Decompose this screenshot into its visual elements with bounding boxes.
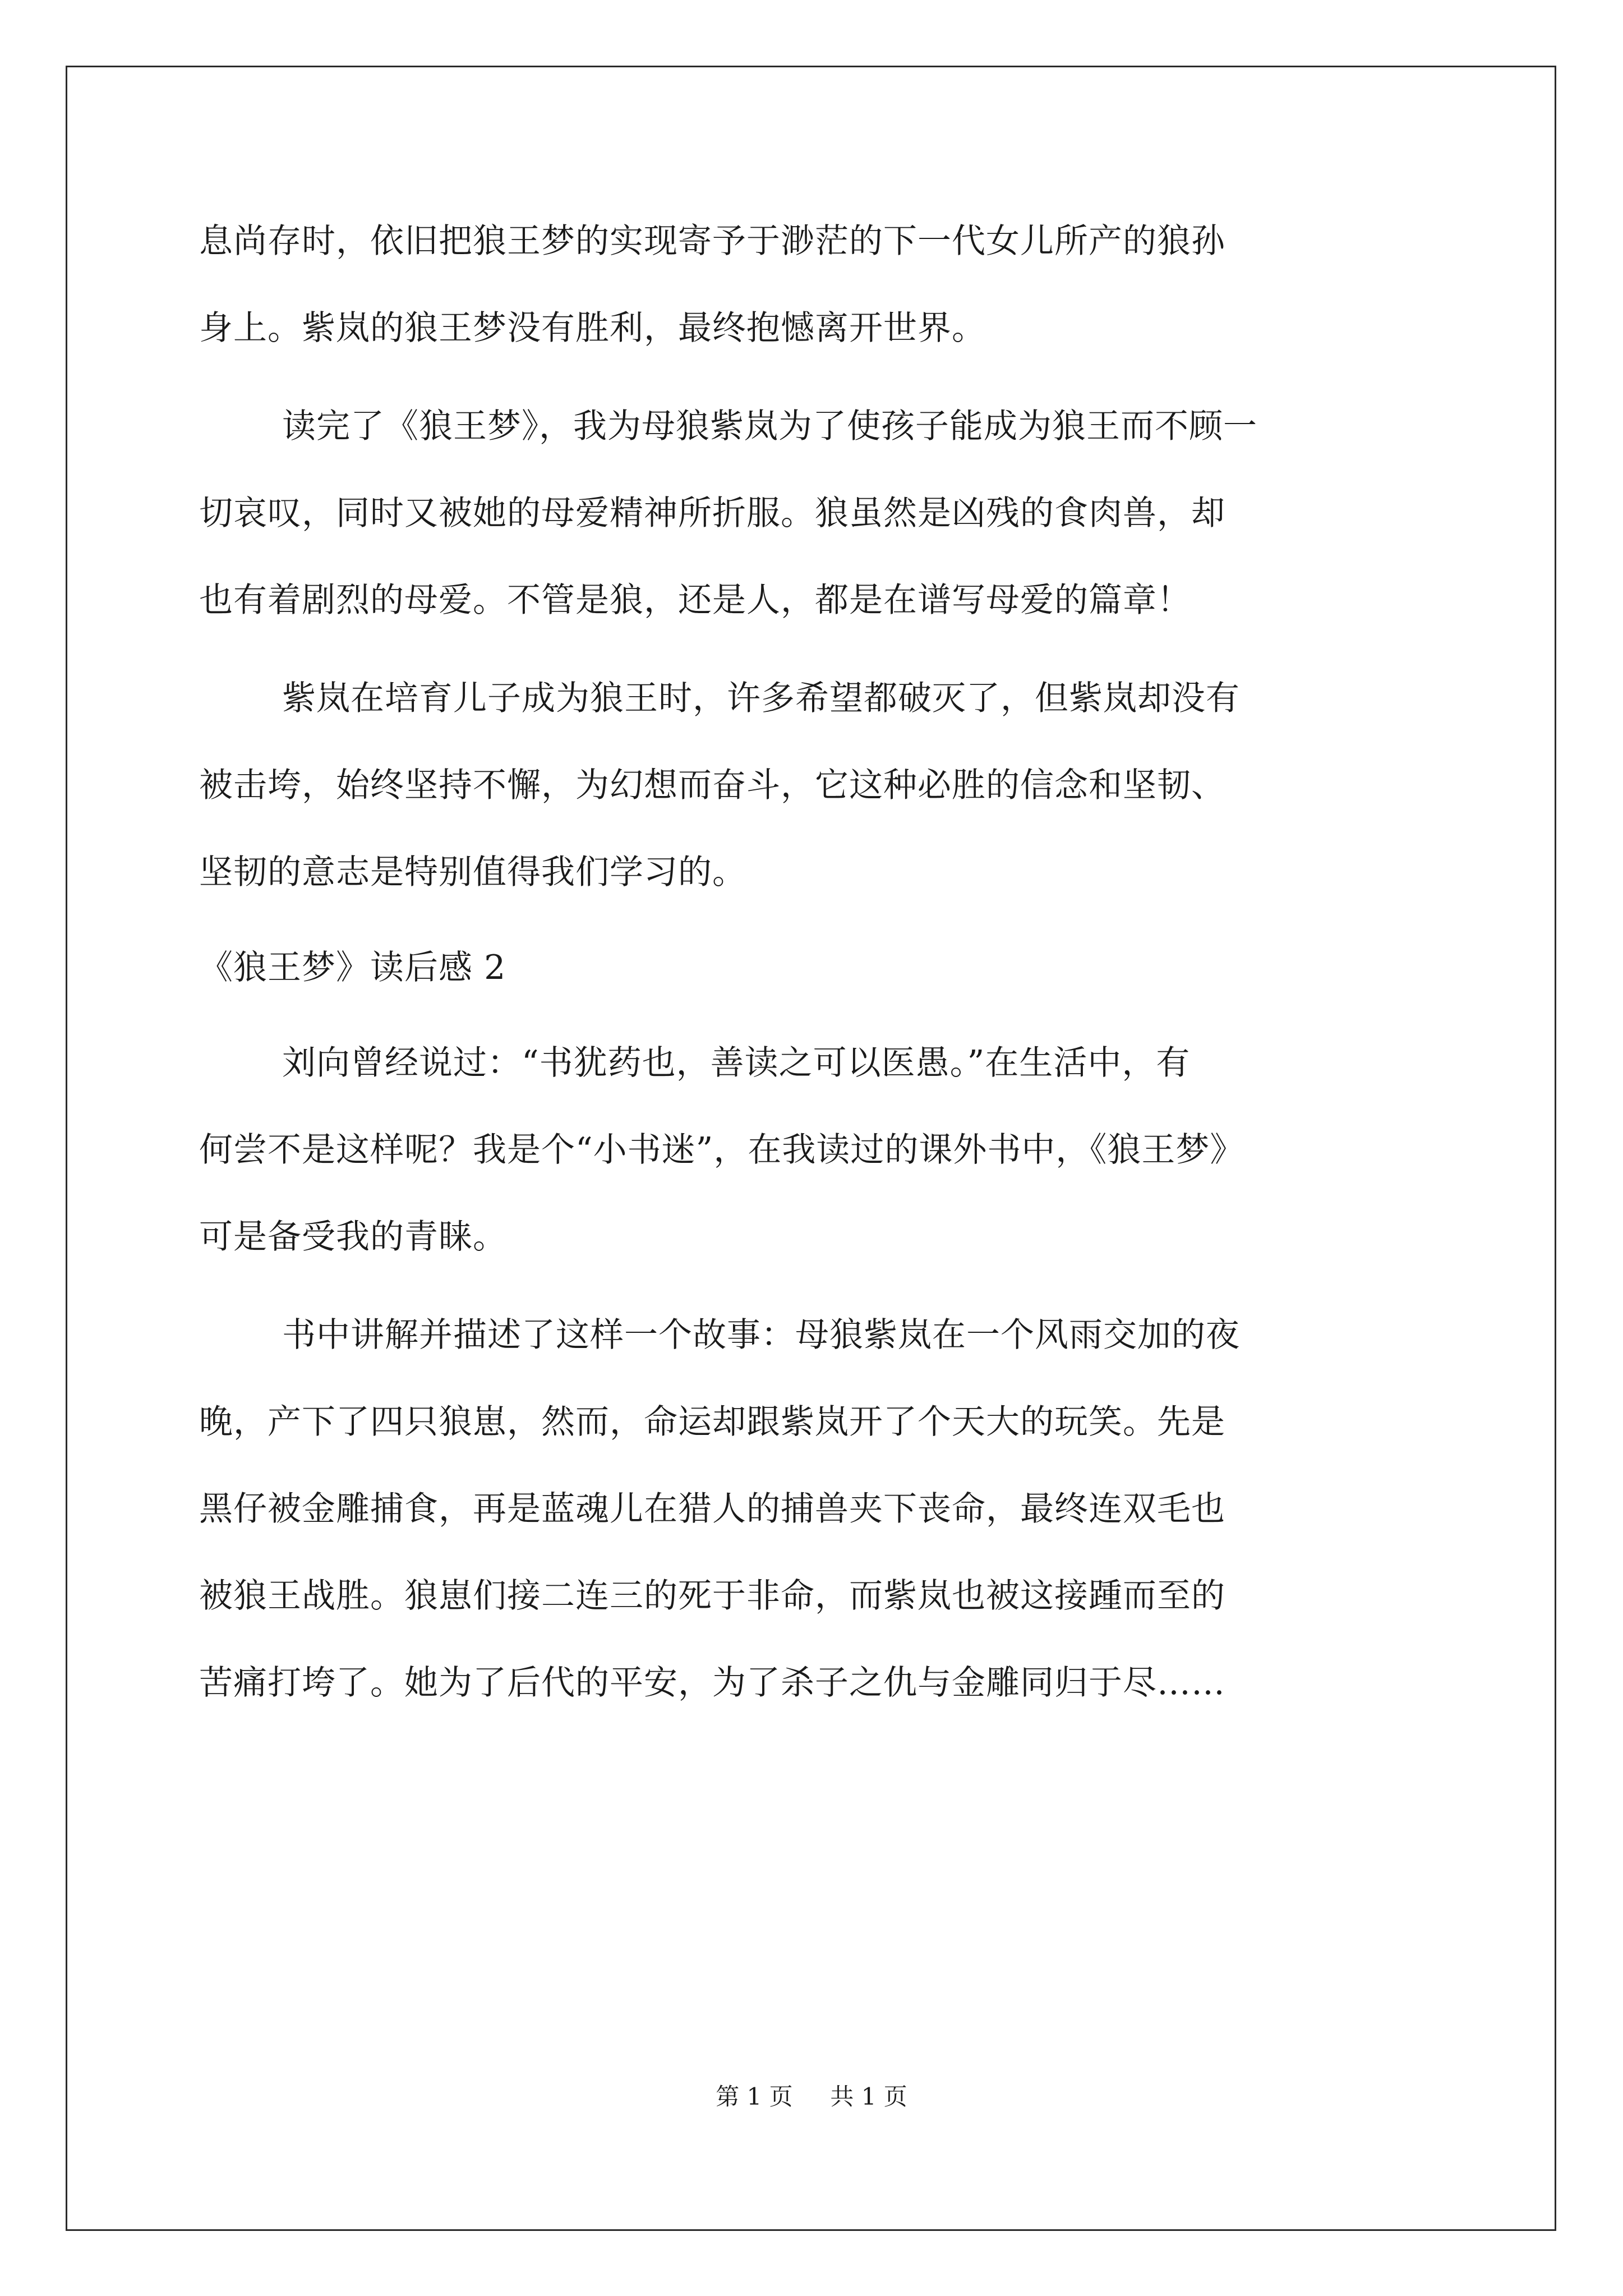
text-line: 何尝不是这样呢？我是个“小书迷”，在我读过的课外书中，《狼王梦》 bbox=[199, 1130, 1244, 1170]
text-line: 被狼王战胜。狼崽们接二连三的死于非命，而紫岚也被这接踵而至的 bbox=[199, 1576, 1225, 1616]
paragraph-start-line: 读完了《狼王梦》，我为母狼紫岚为了使孩子能成为狼王而不顾一 bbox=[282, 407, 1257, 446]
page-total: 共 1 页 bbox=[830, 2083, 907, 2110]
text-line: 切哀叹，同时又被她的母爱精神所折服。狼虽然是凶残的食肉兽，却 bbox=[199, 494, 1225, 533]
text-line: 可是备受我的青睐。 bbox=[199, 1217, 507, 1257]
section-heading: 《狼王梦》读后感 2 bbox=[199, 948, 506, 987]
text-line: 被击垮，始终坚持不懈，为幻想而奋斗，它这种必胜的信念和坚韧、 bbox=[199, 766, 1225, 805]
paragraph-start-line: 书中讲解并描述了这样一个故事：母狼紫岚在一个风雨交加的夜 bbox=[282, 1315, 1240, 1355]
paragraph-start-line: 刘向曾经说过：“书犹药也，善读之可以医愚。”在生活中，有 bbox=[282, 1043, 1191, 1083]
text-line: 黑仔被金雕捕食，再是蓝魂儿在猎人的捕兽夹下丧命，最终连双毛也 bbox=[199, 1489, 1225, 1529]
paragraph-start-line: 紫岚在培育儿子成为狼王时，许多希望都破灭了，但紫岚却没有 bbox=[282, 679, 1240, 718]
text-line: 坚韧的意志是特别值得我们学习的。 bbox=[199, 853, 746, 892]
text-line: 身上。紫岚的狼王梦没有胜利，最终抱憾离开世界。 bbox=[199, 309, 986, 348]
text-line: 晚，产下了四只狼崽，然而，命运却跟紫岚开了个天大的玩笑。先是 bbox=[199, 1402, 1225, 1442]
page-footer bbox=[0, 2080, 1623, 2114]
text-line: 也有着剧烈的母爱。不管是狼，还是人，都是在谱写母爱的篇章！ bbox=[199, 581, 1191, 620]
page-number: 第 1 页 bbox=[716, 2083, 793, 2110]
text-line: 息尚存时，依旧把狼王梦的实现寄予于渺茫的下一代女儿所产的狼孙 bbox=[199, 222, 1225, 261]
text-line: 苦痛打垮了。她为了后代的平安，为了杀子之仇与金雕同归于尽…… bbox=[199, 1663, 1225, 1703]
